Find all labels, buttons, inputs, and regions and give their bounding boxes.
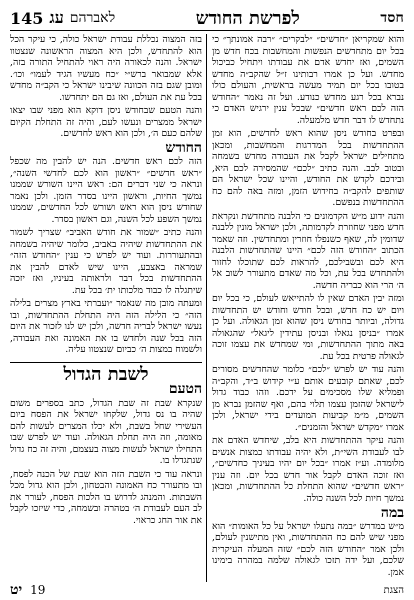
paragraph: שנקרא שבת זה שבת הגדול, כתב בספרים משום שהיה בו נס גדול, שלקחו ישראל את הפסח ביום העשירי שחל בשבת, ולא יכלו המצרים לעשות להם מאומה, וזה היה תחלת הגאולה. ועוד יש לפרש שבו התחילו ישראל לעשות מצוה בעצמם, והיה זה כח גדול שנתגדלו בו. <box>10 397 202 466</box>
left-column <box>10 34 202 582</box>
paragraph: ונראה עוד כי השבת הזה הוא שבת של הכנה לפסח, ובו מתעורר כח האמונה והבטחון, ולכן הוא גדול מכל השבתות. והמנהג לדרוש בו הלכות הפסח, לעורר את לב העם לעבודת ה׳ בטהרה ובשמחה, כדי שיזכו לקבל את אור החג כראוי. <box>10 468 202 526</box>
footer-catchword: הצגת <box>383 584 404 596</box>
header-left-label: לאברהם <box>69 9 116 26</box>
paragraph: והנה ידוע מ״ש הקדמונים כי הלבנה מתחדשת ונקראת חדש מפני שחוזרת לקדמותה, ולכן ישראל מונין ללבנה שדומין לה, שאף כשנפלו חוזרין ומתחדשין. וזה שאמר הכתוב ״החודש הזה לכם״ היינו שהתחדשות הלבנה היא לכם ובשבילכם, להראות לכם שתוכלו לחזור ולהתחדש בכל עת, וכל מה שאדם מתעורר לשוב אל ה׳ הרי הוא כבריה חדשה. <box>212 210 404 291</box>
heading-hataam: הטעם <box>168 381 202 397</box>
paragraph: ובפרט בחודש ניסן שהוא ראש לחדשים, הוא זמן ההתחדשות בכל המדרגות והמחשבות, ומכאן מתחילים ישראל לקבל את העבודה מחדש בשמחה ובטוב לבב. והנה כתיב ״לכם״ שהמסירה לכם היא, ובידכם לקדש את החודש, והיינו שכל ישראל הם שותפים להקב״ה בחידוש הזמן, ומזה באה להם כח ההתחדשות בנפשם. <box>212 128 404 208</box>
header-hebrew-number: עג <box>49 8 64 27</box>
page-footer <box>10 582 404 598</box>
header-right-word: חסד <box>380 9 404 26</box>
paragraph: והנה עוד יש לפרש ״לכם״ כלומר שהחדשים מסורים לכם, שאתם קובעים אותם ע״י קידוש ב״ד, והקב״ה ופמליא שלו מסכימים על ידכם. וזהו כבוד גדול לישראל שהזמן עצמו תלוי בהם, ואף שהזמן נברא מן השמים, מ״מ קביעות המועדים בידי ישראל, ולכן אמרו ״מקדש ישראל והזמנים״. <box>212 364 404 433</box>
footer-hebrew-number: יט <box>10 581 23 598</box>
header-left-group <box>10 8 115 28</box>
paragraph: הזה לכם ראש חדשים. הנה יש להבין מה שכפל ״ראש חדשים״ ״ראשון הוא לכם לחדשי השנה״, ונראה כי שני דברים הם: ראש היינו השורש שממנו נמשך החיות, וראשון היינו בסדר הזמן. ולכן נאמר שחודש ניסן הוא ראש ושורש לכל החדשים, שממנו נמשך השפע לכל השנה, וגם ראשון בסדר. <box>10 156 202 225</box>
paragraph: והוא שמקריאן ״חדשים״ ״לבקרים״ ״רבה אמונתך״ כי בכל יום מתחדשים הנפשות והמחשבות בכח חדש מן השמים, ואז יחדש אדם את עבודתו ויתחיל כביכול מחדש. ועל כן אמרו רבותינו ז״ל שהקב״ה מחדש בטובו בכל יום תמיד מעשה בראשית, והעולם כולו נברא בכל רגע מחדש כנודע. ועל זה נאמר ״החודש הזה לכם ראש חדשים״ שבכל ענין ירגיש האדם כי נתחדש לו דבר חדש מלמעלה. <box>212 34 404 126</box>
right-column <box>212 34 404 582</box>
paragraph: והנה הטעם שבחודש ניסן דוקא הוא מפני שבו יצאו ישראל ממצרים ונעשו לעם, והיה זה התחלת הקיום שלהם כעם ה׳, ולכן הוא ראש לחדשים. <box>10 105 202 139</box>
left-column-text <box>10 34 202 526</box>
section-title-shabbat-hagadol: לשבת הגדול <box>10 362 202 381</box>
heading-hachodesh: החודש <box>165 139 202 156</box>
paragraph: והנה עיקר ההתחדשות היא בלב, שיחדש האדם את לבו לעבודת השי״ת, ולא יהיה עבודתו כמצות אנשים מלומדה. וע״ז אמרו ״בכל יום יהיו בעיניך כחדשים״, ואז זוכה האדם לקבל אור חדש בכל יום. וזה ענין ״ראש חדשים״ שהוא התחלת כל ההתחדשות, ומכאן נמשך חיות לכל השנה כולה. <box>212 435 404 504</box>
paragraph: ומעתה מובן מה שנאמר ״ועברתי בארץ מצרים בלילה הזה״ כי הלילה הזה היה התחלת ההתחדשות, ובו נעשו ישראל לבריה חדשה, ולכן יש לנו לזכור את היום הזה בכל שנה ולחדש בו את האמונה ואת העבודה, ולשמוח במצות ה׳ כביום שנצטוו עליה. <box>10 298 202 355</box>
paragraph: ומזה יבין האדם שאין לו להתייאש לעולם, כי בכל יום ויום יש כח חדש, ובכל חודש וחודש יש התחדשות גדולה, וביותר בחודש ניסן שהוא זמן הגאולה. ועל כן אמרו ״בניסן נגאלו ובניסן עתידין ליגאל״ שהגאולה באה מתוך ההתחדשות, ומי שמחדש את עצמו זוכה לגאולה פרטית בכל עת. <box>212 293 404 362</box>
page-header <box>10 6 404 31</box>
paragraph: מ״ש במדרש ״במה נתעלו ישראל על כל האומות״ הוא מפני שיש להם כח ההתחדשות, ואין מתישנין לעולם, ולכן אמר ״החודש הזה לכם״ שזה המעלה העיקרית שלכם, ועל ידה תזכו לגאולה שלמה במהרה בימינו אמן. <box>212 520 404 578</box>
page-number: 145 <box>10 8 44 28</box>
paragraph: והנה כתיב ״שמור את חודש האביב״ שצריך לשמור את ההתחדשות שיהיה באביב, כלומר שיהיה בשמחה ובהתעוררות. ועוד יש לפרש כי ענין ״החודש הזה״ שמראה באצבע, היינו שיש לאדם להבין את ההתחדשות בכל דבר ולראותה בעיניו, ואז יזכה שיתגלה לו כבוד מלכותו ית׳ בכל עת. <box>10 227 202 296</box>
section-heading-bamme: במה <box>380 505 404 521</box>
footer-left-group <box>10 582 45 599</box>
running-title: לפרשת החודש <box>195 7 300 29</box>
right-column-text <box>212 34 404 578</box>
footer-number: 19 <box>30 583 46 597</box>
paragraph: בזה המצוה נכללת עבודת ישראל כולה, כי עיקר הכל הוא להתחדש, ולכן היא המצוה הראשונה שנצטוו ישראל. והנה לכאורה היה ראוי להתחיל התורה בזה, אלא שמבואר ברש״י ״כח מעשיו הגיד לעמו״ וכו׳. ומובן שגם בזה הכוונה שיבינו ישראל כי הקב״ה מחדש בכל עת את העולם, ואז גם הם יתחדשו. <box>10 34 202 103</box>
column-divider <box>206 34 207 582</box>
